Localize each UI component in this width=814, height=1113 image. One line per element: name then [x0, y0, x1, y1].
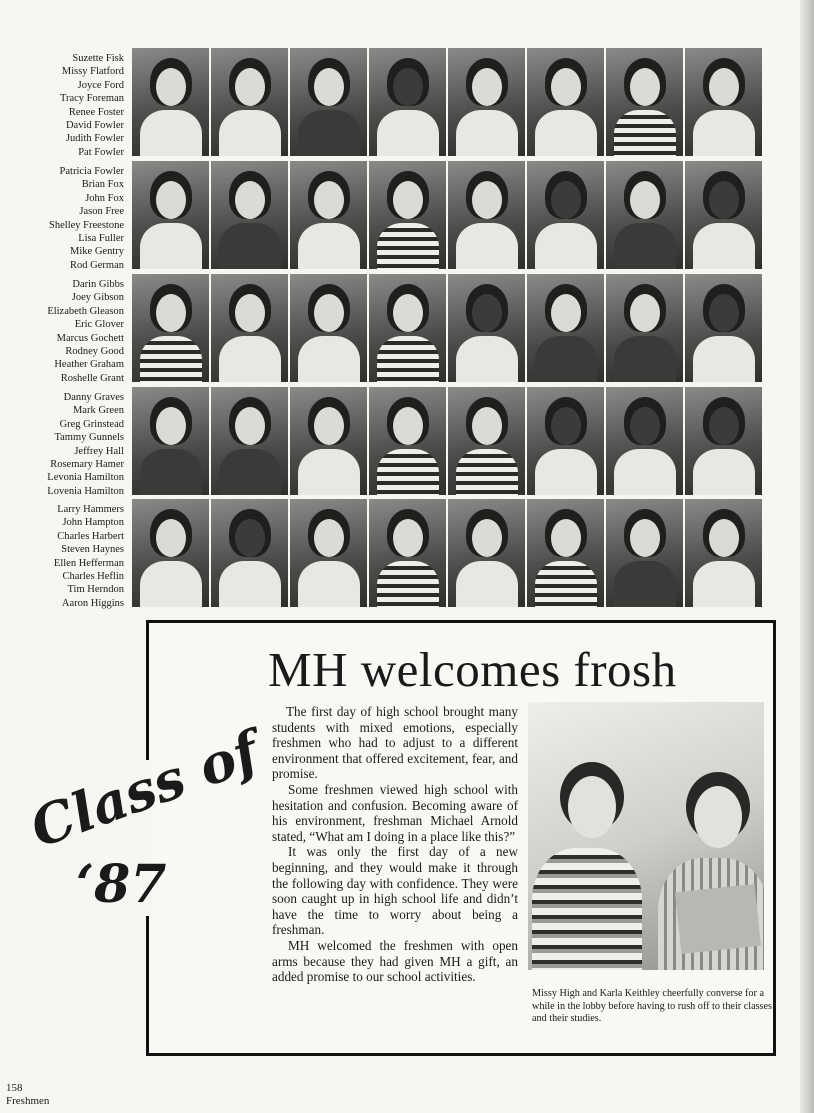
student-name: Joey Gibson	[71, 292, 124, 304]
student-name: Greg Grinstead	[59, 418, 124, 430]
portrait-face	[709, 519, 739, 557]
portrait-face	[551, 407, 581, 445]
portrait-body	[535, 336, 597, 382]
student-portrait	[448, 387, 525, 495]
student-name: Renee Foster	[68, 106, 124, 118]
student-name: Darin Gibbs	[72, 279, 124, 290]
student-name: John Hampton	[62, 517, 124, 529]
student-portrait	[132, 499, 209, 607]
page-folio	[6, 1082, 49, 1108]
class-tag-year: ‘87	[76, 854, 167, 915]
portrait-body	[535, 561, 597, 607]
story-paragraph: Some freshmen viewed high school with hesitation and confusion. Becoming aware of his environment, freshman Michael Arnold stated, “What am I doing in a place like this?”	[272, 781, 518, 844]
student-portrait	[290, 274, 367, 382]
portrait-body	[140, 110, 202, 156]
student-name: Joyce Ford	[77, 79, 124, 91]
name-list	[0, 391, 124, 498]
portrait-face	[314, 519, 344, 557]
portrait-row-5	[0, 499, 790, 609]
portrait-body	[377, 561, 439, 607]
portrait-face	[235, 407, 265, 445]
portrait-body	[298, 223, 360, 269]
photo-shape	[568, 776, 616, 838]
student-name: Tracy Foreman	[59, 93, 124, 105]
student-portrait	[211, 274, 288, 382]
student-name: Missy Flatford	[61, 66, 124, 78]
portrait-face	[551, 294, 581, 332]
student-name: David Fowler	[65, 120, 124, 132]
student-portrait	[290, 48, 367, 156]
portrait-face	[709, 407, 739, 445]
portrait-body	[298, 110, 360, 156]
portrait-body	[456, 336, 518, 382]
portrait-face	[235, 68, 265, 106]
student-portrait	[606, 387, 683, 495]
portrait-face	[551, 519, 581, 557]
portrait-body	[456, 223, 518, 269]
portrait-body	[693, 561, 755, 607]
student-name: Rosemary Hamer	[50, 459, 124, 471]
student-name: Larry Hammers	[57, 504, 124, 515]
student-portrait	[527, 499, 604, 607]
student-portrait	[606, 274, 683, 382]
portrait-body	[377, 336, 439, 382]
portrait-face	[709, 294, 739, 332]
student-portrait	[132, 48, 209, 156]
portrait-face	[472, 68, 502, 106]
student-portrait	[369, 161, 446, 269]
student-name: Levonia Hamilton	[47, 472, 124, 484]
student-portrait	[211, 499, 288, 607]
portrait-body	[614, 110, 676, 156]
student-portrait	[685, 274, 762, 382]
student-portrait	[606, 499, 683, 607]
portrait-body	[535, 223, 597, 269]
portrait-face	[551, 181, 581, 219]
portrait-face	[235, 519, 265, 557]
student-name: Mark Green	[72, 405, 124, 417]
portrait-body	[298, 561, 360, 607]
portrait-face	[314, 294, 344, 332]
student-name: Danny Graves	[63, 392, 124, 403]
portrait-face	[156, 407, 186, 445]
portrait-body	[693, 110, 755, 156]
student-portrait	[685, 387, 762, 495]
portrait-body	[140, 561, 202, 607]
portrait-face	[314, 407, 344, 445]
student-name: Eric Glover	[74, 319, 124, 331]
photo-caption: Missy High and Karla Keithley cheerfully converse for a while in the lobby before having to rush off to their classes and their studies.	[532, 988, 773, 1025]
student-name: Aaron Higgins	[61, 597, 124, 609]
portrait-body	[456, 110, 518, 156]
portrait-face	[472, 181, 502, 219]
student-portrait	[211, 387, 288, 495]
student-portrait	[685, 499, 762, 607]
portrait-face	[393, 294, 423, 332]
student-portrait	[448, 48, 525, 156]
photo-strip	[132, 161, 762, 269]
student-portrait	[290, 499, 367, 607]
story-body	[272, 704, 518, 985]
portrait-body	[298, 449, 360, 495]
student-portrait	[211, 48, 288, 156]
portrait-face	[472, 407, 502, 445]
student-portrait	[369, 499, 446, 607]
student-portrait	[290, 161, 367, 269]
class-tag-line: Class of	[22, 718, 268, 860]
student-name: Jason Free	[79, 206, 124, 218]
portrait-body	[693, 336, 755, 382]
portrait-body	[535, 110, 597, 156]
portrait-row-1	[0, 48, 790, 158]
portrait-face	[630, 68, 660, 106]
student-portrait	[448, 499, 525, 607]
page-edge	[800, 0, 814, 1113]
portrait-face	[551, 68, 581, 106]
student-portrait	[132, 274, 209, 382]
portrait-face	[156, 294, 186, 332]
class-of-87-lettering	[22, 718, 268, 920]
portrait-body	[219, 110, 281, 156]
student-name: Shelley Freestone	[49, 219, 124, 231]
student-name: Pat Fowler	[78, 146, 124, 158]
portrait-body	[693, 223, 755, 269]
name-list	[0, 278, 124, 385]
portrait-face	[393, 519, 423, 557]
photo-strip	[132, 499, 762, 607]
student-portrait	[448, 274, 525, 382]
student-name: Tammy Gunnels	[54, 432, 124, 444]
student-name: Brian Fox	[81, 179, 124, 191]
student-name: Lisa Fuller	[78, 233, 124, 245]
portrait-face	[235, 294, 265, 332]
student-name: Lovenia Hamilton	[47, 485, 124, 497]
portrait-face	[314, 68, 344, 106]
portrait-body	[219, 223, 281, 269]
photo-shape	[532, 848, 642, 970]
portrait-body	[614, 449, 676, 495]
portrait-body	[377, 449, 439, 495]
student-portrait	[369, 274, 446, 382]
story-paragraph: MH welcomed the freshmen with open arms because they had given MH a gift, an added promise to our school activities.	[272, 937, 518, 985]
page-number: 158	[6, 1082, 23, 1094]
portrait-face	[709, 68, 739, 106]
student-name: Charles Harbert	[57, 530, 124, 542]
student-name: Judith Fowler	[65, 133, 124, 145]
story-paragraph: It was only the first day of a new beginning, and they would make it through the following day with confidence. They were soon caught up in high school life and didn’t have the time to worry about being a freshman.	[272, 844, 518, 938]
photo-strip	[132, 387, 762, 495]
portrait-face	[393, 68, 423, 106]
portrait-row-3	[0, 274, 790, 384]
portrait-body	[377, 110, 439, 156]
student-name: John Fox	[85, 192, 124, 204]
name-list	[0, 52, 124, 159]
feature-photo	[528, 702, 764, 970]
portrait-face	[709, 181, 739, 219]
student-portrait	[211, 161, 288, 269]
student-name: Marcus Gochett	[56, 332, 124, 344]
portrait-body	[377, 223, 439, 269]
student-portrait	[132, 161, 209, 269]
photo-strip	[132, 274, 762, 382]
portrait-body	[140, 336, 202, 382]
portrait-row-4	[0, 387, 790, 497]
headline: MH welcomes frosh	[268, 642, 677, 697]
portrait-body	[456, 449, 518, 495]
portrait-body	[298, 336, 360, 382]
student-portrait	[369, 48, 446, 156]
section-name: Freshmen	[6, 1095, 50, 1107]
portrait-face	[630, 519, 660, 557]
portrait-face	[156, 181, 186, 219]
portrait-face	[472, 294, 502, 332]
portrait-face	[630, 294, 660, 332]
student-portrait	[685, 161, 762, 269]
photo-shape	[694, 786, 742, 848]
portrait-face	[630, 181, 660, 219]
student-portrait	[685, 48, 762, 156]
portrait-face	[630, 407, 660, 445]
portrait-body	[456, 561, 518, 607]
name-list	[0, 165, 124, 272]
student-name: Charles Heflin	[62, 571, 124, 583]
portrait-body	[219, 561, 281, 607]
student-name: Tim Herndon	[67, 584, 124, 596]
portrait-face	[314, 181, 344, 219]
portrait-body	[219, 336, 281, 382]
student-portrait	[132, 387, 209, 495]
student-portrait	[448, 161, 525, 269]
student-name: Patricia Fowler	[59, 166, 124, 177]
portrait-body	[140, 223, 202, 269]
portrait-body	[535, 449, 597, 495]
student-portrait	[527, 48, 604, 156]
photo-subject	[532, 762, 642, 970]
student-portrait	[606, 48, 683, 156]
photo-strip	[132, 48, 762, 156]
student-portrait	[369, 387, 446, 495]
student-portrait	[290, 387, 367, 495]
portrait-body	[614, 223, 676, 269]
student-name: Rod German	[70, 259, 124, 271]
student-name: Steven Haynes	[61, 544, 124, 556]
portrait-body	[219, 449, 281, 495]
portrait-face	[156, 519, 186, 557]
portrait-face	[156, 68, 186, 106]
portrait-row-2	[0, 161, 790, 271]
student-name: Ellen Hefferman	[53, 557, 124, 569]
student-name: Suzette Fisk	[72, 53, 124, 64]
student-name: Elizabeth Gleason	[47, 305, 124, 317]
story-paragraph: The first day of high school brought many students with mixed emotions, especially freshmen who had to adjust to a different environment that offered excitement, fear, and promise.	[272, 704, 518, 782]
student-name: Mike Gentry	[70, 246, 124, 258]
portrait-body	[614, 561, 676, 607]
student-portrait	[527, 161, 604, 269]
student-name: Heather Graham	[54, 359, 124, 371]
portrait-body	[140, 449, 202, 495]
student-portrait	[527, 387, 604, 495]
student-portrait	[527, 274, 604, 382]
student-name: Jeffrey Hall	[74, 445, 124, 457]
folder-shape	[675, 884, 761, 954]
student-name: Rodney Good	[65, 346, 124, 358]
portrait-face	[235, 181, 265, 219]
portrait-face	[472, 519, 502, 557]
student-name: Roshelle Grant	[60, 372, 124, 384]
portrait-body	[614, 336, 676, 382]
student-portrait	[606, 161, 683, 269]
portrait-body	[693, 449, 755, 495]
portrait-face	[393, 181, 423, 219]
name-list	[0, 503, 124, 610]
portrait-face	[393, 407, 423, 445]
